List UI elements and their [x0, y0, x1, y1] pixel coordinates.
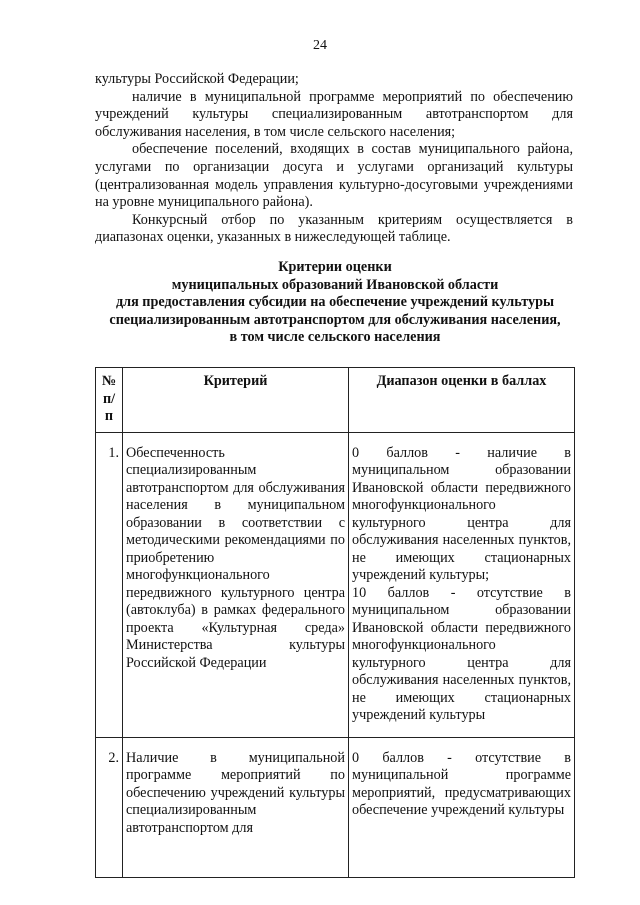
- row-range: [349, 432, 575, 737]
- range-option: 0 баллов - наличие в муниципальном образовании Ивановской области передвижного многофункционального культурного центра для обслуживания населенных пунктов, не имеющих стационарных учреждений культуры;: [352, 444, 571, 583]
- paragraph: обеспечение поселений, входящих в состав муниципального района, услугами по организации досуга и услугами организаций культуры (централизованная модель управления культурно-досуговыми учреждениями на уровне муниципального района).: [95, 141, 573, 211]
- page-number: 24: [313, 38, 327, 53]
- header-range: Диапазон оценки в баллах: [349, 368, 575, 433]
- header-num-line: №: [101, 373, 117, 389]
- paragraph: Конкурсный отбор по указанным критериям осуществляется в диапазонах оценки, указанных в нижеследующей таблице.: [95, 211, 573, 246]
- criteria-table: [95, 367, 575, 878]
- table-header-row: [96, 368, 575, 433]
- range-option: 0 баллов - отсутствие в муниципальной программе мероприятий, предусматривающих обеспечение учреждений культуры: [352, 749, 571, 818]
- row-criterion: Обеспеченность специализированным автотранспортом для обслуживания населения в муниципальном образовании в соответствии с методическими рекомендациями по приобретению многофункционального передвижного культурного центра (автоклуба) в рамках федерального проекта «Культурная среда» Министерства культуры Российской Федерации: [123, 432, 349, 737]
- row-number: 2.: [96, 737, 123, 878]
- header-criterion: Критерий: [123, 368, 349, 433]
- row-range: [349, 737, 575, 878]
- paragraph: наличие в муниципальной программе мероприятий по обеспечению учреждений культуры специализированным автотранспортом для обслуживания населения, в том числе сельского населения;: [95, 88, 573, 140]
- table-title: [90, 259, 580, 347]
- table-row: [96, 737, 575, 878]
- table-row: [96, 432, 575, 737]
- table-title-line: муниципальных образований Ивановской области: [171, 276, 499, 293]
- row-criterion: Наличие в муниципальной программе мероприятий по обеспечению учреждений культуры специализированным автотранспортом для: [123, 737, 349, 878]
- table-title-line: для предоставления субсидии на обеспечение учреждений культуры: [115, 294, 555, 310]
- range-option: 10 баллов - отсутствие в муниципальном образовании Ивановской области передвижного многофункционального культурного центра для обслуживания населенных пунктов, не имеющих стационарных учреждений культуры: [352, 584, 571, 723]
- body-text: [95, 71, 573, 247]
- table-title-line: специализированным автотранспортом для обслуживания населения,: [109, 311, 561, 328]
- table-title-line: Критерии оценки: [278, 259, 392, 275]
- header-num: [96, 368, 123, 433]
- table-title-line: в том числе сельского населения: [229, 329, 441, 345]
- header-num-line: п/п: [102, 390, 116, 424]
- paragraph: культуры Российской Федерации;: [95, 71, 299, 87]
- row-number: 1.: [96, 432, 123, 737]
